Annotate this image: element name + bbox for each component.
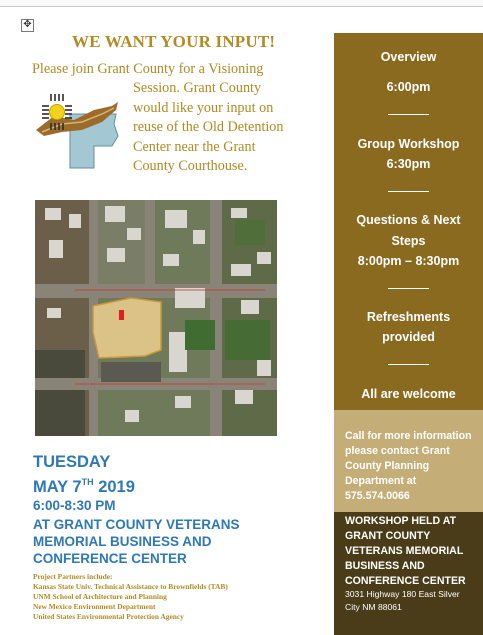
workshop-location [345,514,481,589]
agenda-overview-time: 6:00pm [386,80,431,94]
intro-line: Session. Grant County [133,80,262,97]
event-date-main: MAY 7 [33,478,82,496]
event-date-suffix: TH [81,477,94,487]
event-date-year: 2019 [93,478,135,496]
agenda-sidebar [334,33,483,635]
workshop-line: BUSINESS AND [345,560,425,572]
project-partners [33,572,333,622]
address-line: City NM 88061 [345,601,402,612]
intro-line: Please join Grant County for a Visioning [32,61,264,77]
workshop-line: CONFERENCE CENTER [345,575,466,587]
intro-line: Center near the Grant [133,138,256,155]
agenda-divider [388,364,429,365]
agenda-questions-title: Steps [391,234,426,248]
contact-phone: 575.574.0066 [345,490,410,502]
contact-line: please contact Grant [345,445,450,457]
page-top-edge [0,0,483,7]
event-time: 6:00-8:30 PM [33,498,116,513]
contact-info [345,429,481,504]
agenda-divider [388,114,429,115]
event-venue-line: MEMORIAL BUSINESS AND [33,534,212,549]
agenda-overview-title: Overview [380,50,437,64]
agenda-refreshments-title: provided [382,330,435,344]
workshop-line: GRANT COUNTY [345,530,431,542]
aerial-map-photo [35,200,277,436]
table-move-handle-icon[interactable]: ✥ [21,19,34,32]
agenda-workshop-time: 6:30pm [386,157,431,171]
agenda-divider [388,191,429,192]
partner-item: Kansas State Univ. Technical Assistance to Brownfields (TAB) [33,582,228,591]
event-venue-line: AT GRANT COUNTY VETERANS [33,517,240,532]
workshop-line: WORKSHOP HELD AT [345,515,457,527]
partner-item: UNM School of Architecture and Planning [33,592,167,601]
partners-heading: Project Partners include: [33,572,113,581]
agenda-refreshments-title: Refreshments [366,310,451,324]
grant-county-logo-icon [32,80,122,170]
workshop-address [345,588,481,613]
agenda-questions-title: Questions & Next [356,213,461,227]
event-day: TUESDAY [33,453,111,471]
flyer-headline: WE WANT YOUR INPUT! [72,32,276,51]
event-venue-line: CONFERENCE CENTER [33,551,187,566]
agenda-workshop-title: Group Workshop [357,137,460,151]
contact-line: Call for more information [345,430,472,442]
address-line: 3031 Highway 180 East Silver [345,589,460,599]
agenda-divider [388,288,429,289]
event-venue [33,516,333,567]
event-details [33,452,333,567]
agenda-questions-time: 8:00pm – 8:30pm [357,254,460,268]
agenda-welcome: All are welcome [361,387,456,401]
event-date [33,472,333,497]
contact-line: Department at [345,475,417,487]
intro-line: would like your input on [133,99,274,116]
intro-line: reuse of the Old Detention [133,119,284,136]
partner-item: United States Environmental Protection Agency [33,612,184,621]
contact-line: County Planning [345,460,430,472]
partner-item: New Mexico Environment Department [33,602,156,611]
workshop-line: VETERANS MEMORIAL [345,545,464,557]
intro-line: County Courthouse. [133,158,248,175]
